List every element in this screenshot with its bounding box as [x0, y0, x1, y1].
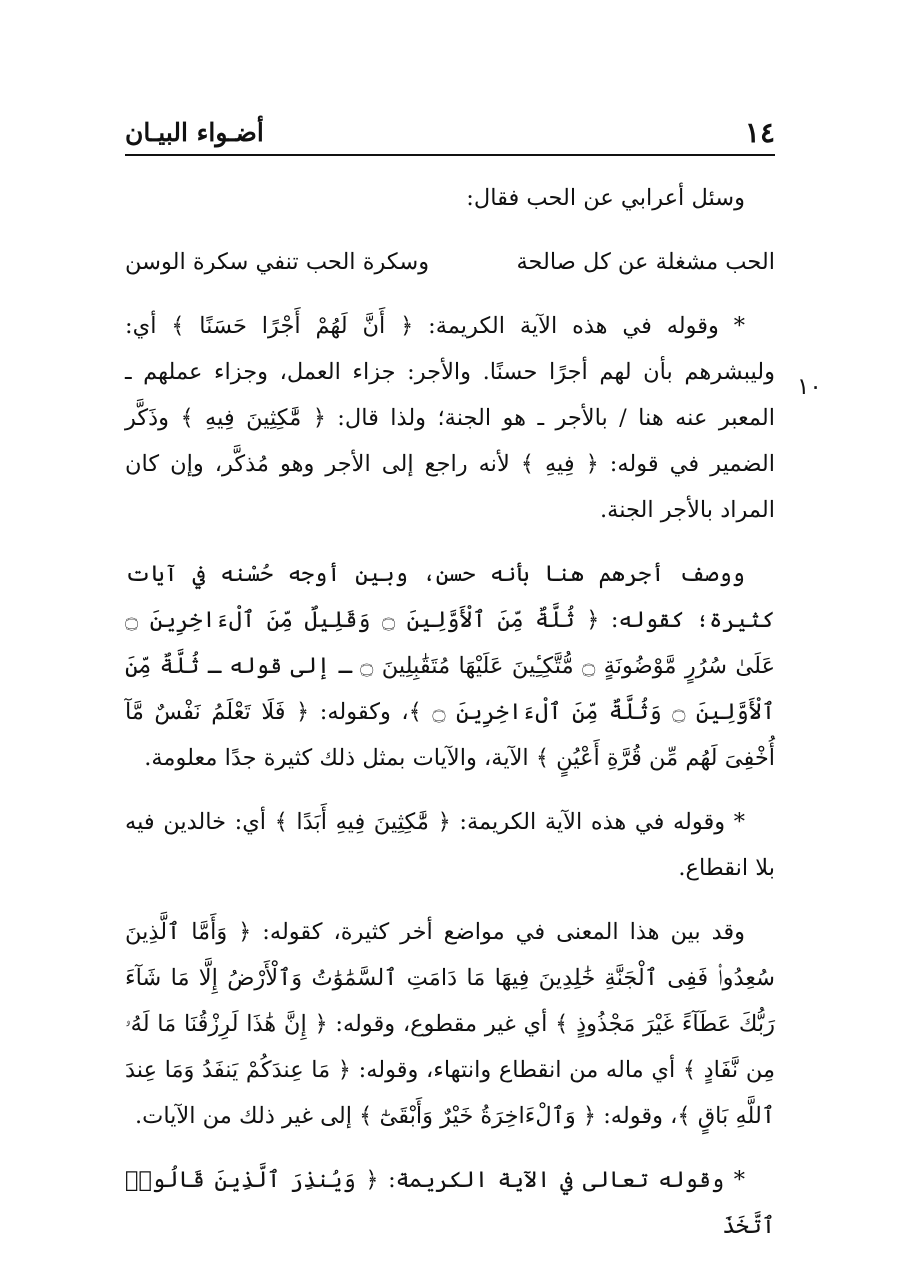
verse-first-hemistich: الحب مشغلة عن كل صالحة — [516, 249, 775, 275]
paragraph-makithin-abadan: * وقوله في هذه الآية الكريمة: ﴿ مَّٰكِثِينَ فِيهِ أَبَدًا ﴾ أي: خالدين فيه بلا انقطاع. — [125, 809, 775, 881]
poetry-verse — [125, 239, 775, 285]
paragraph-other-places: وقد بين هذا المعنى في مواضع أخر كثيرة، كقوله: ﴿ وَأَمَّا ٱلَّذِينَ سُعِدُوا۟ فَفِى ٱلْجَنَّةِ خَٰلِدِينَ فِيهَا مَا دَامَتِ ٱلسَّمَٰوَٰتُ وَٱلْأَرْضُ إِلَّا مَا شَآءَ رَبُّكَ عَطَآءً غَيْرَ مَجْذُوذٍ ﴾ أي غير مقطوع، وقوله: ﴿ إِنَّ هَٰذَا لَرِزْقُنَا مَا لَهُۥ مِن نَّفَادٍ ﴾ أي ماله من انقطاع وانتهاء، وقوله: ﴿ مَا عِندَكُمْ يَنفَدُ وَمَا عِندَ ٱللَّهِ بَاقٍ ﴾، وقوله: ﴿ وَٱلْءَاخِرَةُ خَيْرٌ وَأَبْقَىٰٓ ﴾ إلى غير ذلك من الآيات. — [125, 919, 775, 1129]
verse-second-hemistich: وسكرة الحب تنفي سكرة الوسن — [125, 249, 430, 275]
paragraph-ajr-hasan: * وقوله في هذه الآية الكريمة: ﴿ أَنَّ لَهُمْ أَجْرًا حَسَنًا ﴾ أي: وليبشرهم بأن لهم أجرًا حسنًا. والأجر: جزاء العمل، وجزاء عملهم ـ المعبر عنه هنا / بالأجر ـ هو الجنة؛ ولذا قال: ﴿ مَّٰكِثِينَ فِيهِ ﴾ وذَكَّر الضمير في قوله: ﴿ فِيهِ ﴾ لأنه راجع إلى الأجر وهو مُذكَّر، وإن كان المراد بالأجر الجنة. — [125, 313, 775, 523]
page-body — [125, 175, 775, 1267]
page-number: ١٤ — [744, 116, 775, 149]
paragraph-yundhir: * وقوله تعالى في الآية الكريمة: ﴿ وَيُنذِرَ ٱلَّذِينَ قَالُوا۟ ٱتَّخَذَ — [125, 1167, 775, 1239]
running-title: أضـواء البيـان — [125, 118, 264, 147]
paragraph-intro: وسئل أعرابي عن الحب فقال: — [466, 185, 745, 211]
paragraph-husn-description: ووصف أجرهم هنا بأنه حسن، وبين أوجه حُسْنه في آيات كثيرة؛ كقوله: ﴿ ثُلَّةٌ مِّنَ ٱلْأَوَّلِينَ ۝ وَقَلِيلٌ مِّنَ ٱلْءَاخِرِينَ ۝ عَلَىٰ سُرُرٍ مَّوْضُونَةٍ ۝ مُّتَّكِـِٔينَ عَلَيْهَا مُتَقَٰبِلِينَ ۝ ـ إلى قوله ـ ثُلَّةٌ مِّنَ ٱلْأَوَّلِينَ ۝ وَثُلَّةٌ مِّنَ ٱلْءَاخِرِينَ ۝ ﴾، وكقوله: ﴿ فَلَا تَعْلَمُ نَفْسٌ مَّآ أُخْفِىَ لَهُم مِّن قُرَّةِ أَعْيُنٍ ﴾ الآية، والآيات بمثل ذلك كثيرة جدًا معلومة. — [125, 561, 776, 771]
page-header — [125, 110, 775, 156]
margin-line-number: ١٠ — [797, 374, 822, 400]
